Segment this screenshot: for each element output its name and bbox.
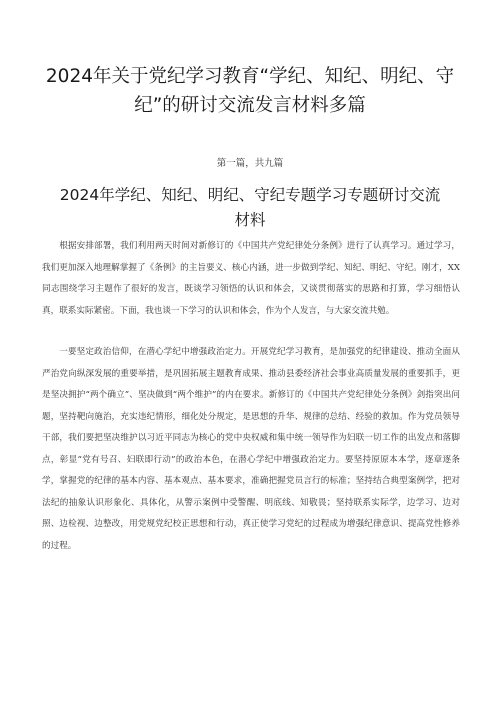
section-label: 第一篇，共九篇	[216, 158, 284, 169]
body-paragraph: 根据安排部署，我们利用两天时间对新修订的《中国共产党纪律处分条例》进行了认真学习。通过学习，我们更加深入地理解掌握了《条例》的主旨要义、核心内涵，进一步做到学纪、知纪、明纪、守纪。刚才，XX同志围绕学习主题作了很好的发言，既谈学习领悟的认识和体会，又谈贯彻落实的思路和打算，学习细悟认真，联系实际紧密。下面，我也谈一下学习的认识和体会，作为个人发言，与大家交流共勉。	[42, 241, 460, 316]
main-title: 2024年关于党纪学习教育“学纪、知纪、明纪、守纪”的研讨交流发言材料多篇	[45, 66, 455, 116]
sub-title: 2024年学纪、知纪、明纪、守纪专题学习专题研讨交流材料	[59, 186, 441, 229]
body-paragraph: 一要坚定政治信仰，在潜心学纪中增强政治定力。开展党纪学习教育，是加强党的纪律建设、推动全面从严治党向纵深发展的重要举措，是巩固拓展主题教育成果、推动县委经济社会事业高质量发展的重要抓手，更是坚决拥护“两个确立”、坚决做到“两个维护”的内在要求。新修订的《中国共产党纪律处分条例》剑指突出问题，坚持靶向施治，充实违纪情形，细化处分规定，是思想的升华、规律的总结、经验的救加。作为党员领导干部，我们要把坚决维护以习近平同志为核心的党中央权威和集中统一领导作为妇联一切工作的出发点和落脚点，彰显“党有号召、妇联即行动”的政治本色，在潜心学纪中增强政治定力。要坚持原原本本学，逐章逐条学，掌握党的纪律的基本内容、基本观点、基本要求，准确把握党员言行的标准；坚持结合典型案例学，把对法纪的抽象认识形象化、具体化，从警示案例中受警醒、明底线、知敬畏；坚持联系实际学，边学习、边对照、边检视、边整改，用党规党纪校正思想和行动，真正使学习党纪的过程成为增强纪律意识、提高党性修养的过程。	[42, 347, 460, 551]
